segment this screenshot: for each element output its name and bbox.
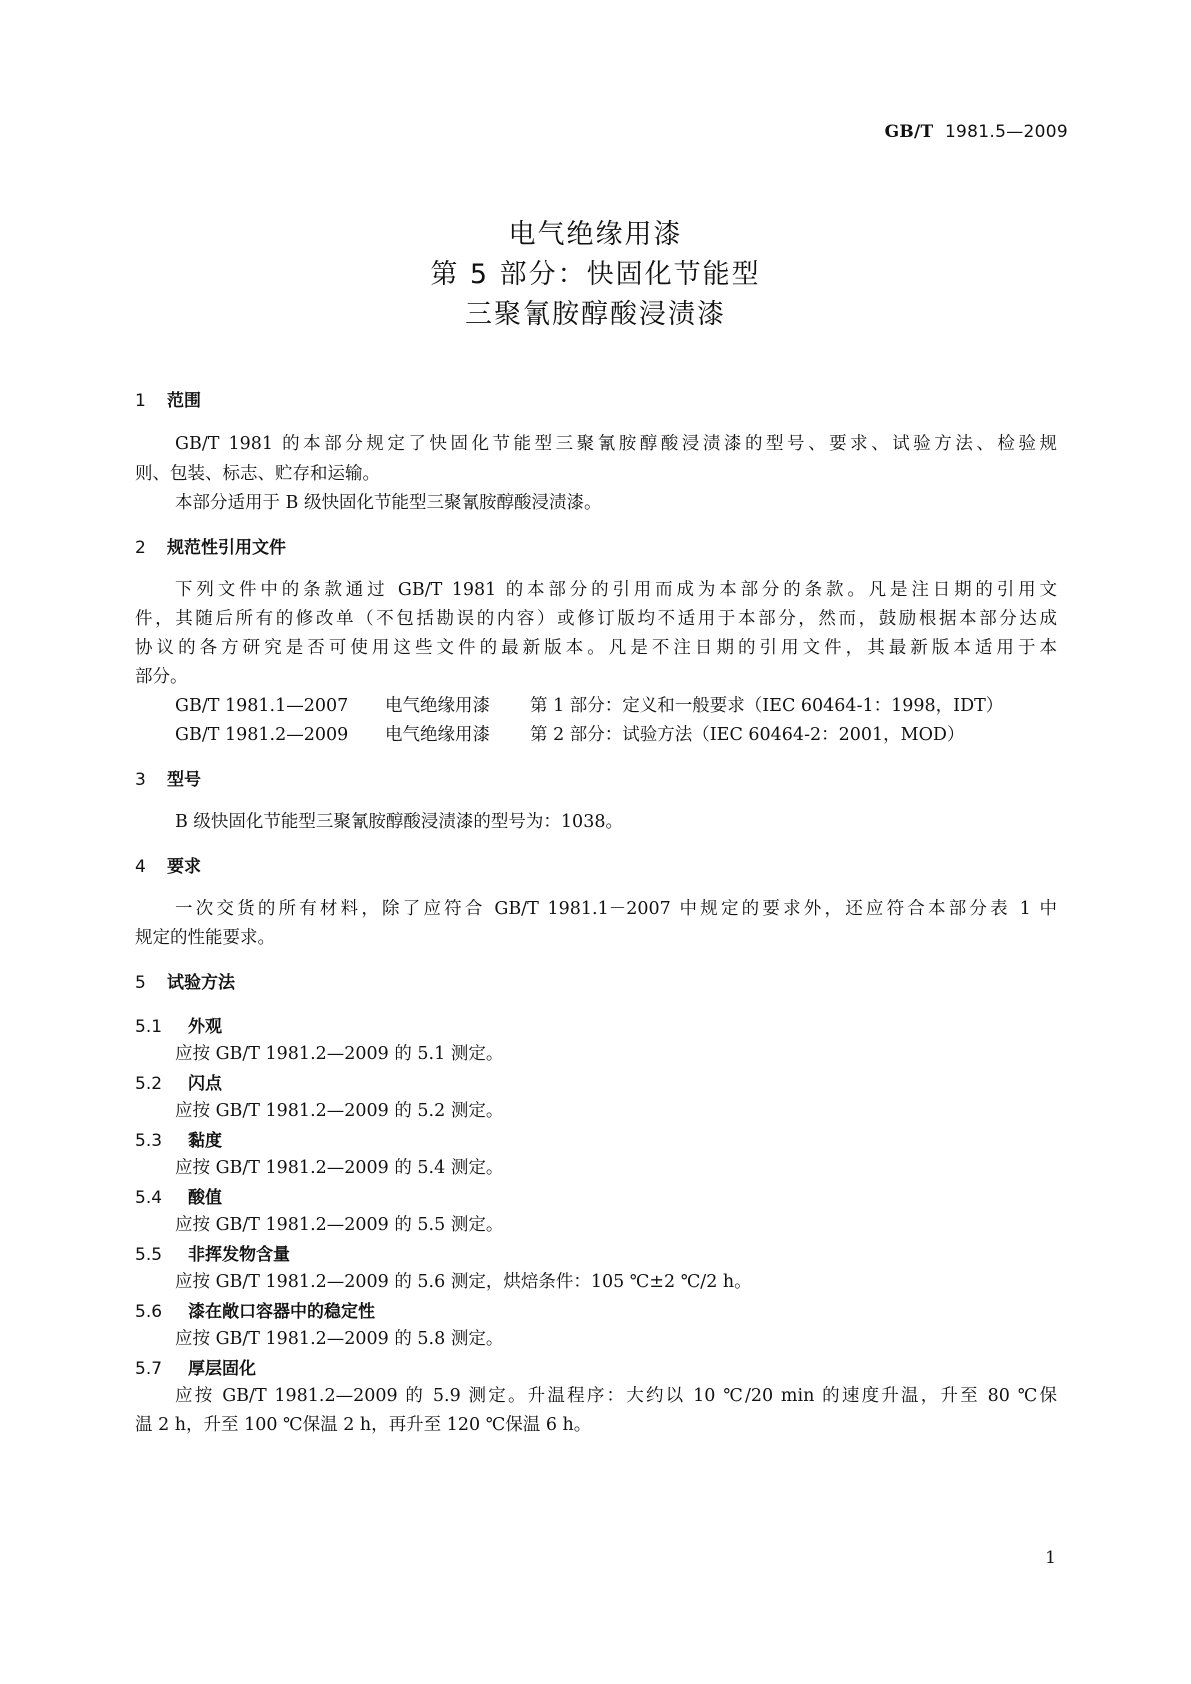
subsection-number: 5.4 bbox=[135, 1188, 163, 1208]
subsection-text: 应按 GB/T 1981.2—2009 的 5.1 测定。 bbox=[175, 1044, 504, 1064]
subsection-number: 5.7 bbox=[135, 1359, 163, 1379]
reference-part: 第 2 部分：试验方法（IEC 60464-2：2001，MOD） bbox=[530, 725, 965, 745]
section-2-paragraph-line: 件，其随后所有的修改单（不包括勘误的内容）或修订版均不适用于本部分，然而，鼓励根据本部分达成 bbox=[135, 609, 1057, 629]
section-2-paragraph-line: 协议的各方研究是否可使用这些文件的最新版本。凡是不注日期的引用文件，其最新版本适用于本 bbox=[135, 638, 1057, 658]
section-title: 范围 bbox=[167, 391, 201, 411]
subsection-title: 闪点 bbox=[188, 1074, 222, 1094]
section-5-heading bbox=[135, 968, 235, 993]
section-number: 1 bbox=[135, 391, 146, 411]
subsection-title: 外观 bbox=[188, 1017, 222, 1037]
section-title: 要求 bbox=[167, 857, 201, 877]
subsection-number: 5.3 bbox=[135, 1131, 163, 1151]
section-4-paragraph-line: 一次交货的所有材料，除了应符合 GB/T 1981.1－2007 中规定的要求外，还应符合本部分表 1 中 bbox=[175, 899, 1057, 919]
section-1-paragraph-line: GB/T 1981 的本部分规定了快固化节能型三聚氰胺醇酸浸渍漆的型号、要求、试验方法、检验规 bbox=[175, 434, 1057, 454]
subsection-text: 温 2 h，升至 100 ℃保温 2 h，再升至 120 ℃保温 6 h。 bbox=[135, 1415, 592, 1435]
section-2-paragraph-line: 部分。 bbox=[135, 667, 188, 687]
reference-title: 电气绝缘用漆 bbox=[385, 725, 490, 745]
reference-code: GB/T 1981.1—2007 bbox=[175, 696, 349, 716]
subsection-heading bbox=[135, 1183, 222, 1208]
title-line-1: 电气绝缘用漆 bbox=[508, 219, 683, 250]
subsection-heading bbox=[135, 1126, 222, 1151]
section-4-heading bbox=[135, 852, 201, 877]
section-2-paragraph-line: 下列文件中的条款通过 GB/T 1981 的本部分的引用而成为本部分的条款。凡是注日期的引用文 bbox=[175, 580, 1057, 600]
reference-title: 电气绝缘用漆 bbox=[385, 696, 490, 716]
section-number: 5 bbox=[135, 973, 146, 993]
subsection-number: 5.6 bbox=[135, 1302, 163, 1322]
subsection-text: 应按 GB/T 1981.2—2009 的 5.5 测定。 bbox=[175, 1215, 504, 1235]
normative-reference bbox=[175, 721, 1057, 746]
subsection-number: 5.2 bbox=[135, 1074, 163, 1094]
subsection-text: 应按 GB/T 1981.2—2009 的 5.6 测定，烘焙条件：105 ℃±2 ℃/2 h。 bbox=[175, 1272, 752, 1292]
subsection-text: 应按 GB/T 1981.2—2009 的 5.8 测定。 bbox=[175, 1329, 504, 1349]
section-4-paragraph-line: 规定的性能要求。 bbox=[135, 928, 275, 948]
standard-prefix: GB/T bbox=[884, 122, 934, 142]
subsection-title: 非挥发物含量 bbox=[188, 1245, 290, 1265]
subsection-heading bbox=[135, 1354, 256, 1379]
subsection-title: 酸值 bbox=[188, 1188, 222, 1208]
subsection-title: 黏度 bbox=[188, 1131, 222, 1151]
section-3-heading bbox=[135, 765, 201, 790]
subsection-heading bbox=[135, 1297, 375, 1322]
subsection-heading bbox=[135, 1012, 222, 1037]
subsection-text: 应按 GB/T 1981.2—2009 的 5.9 测定。升温程序：大约以 10 ℃/20 min 的速度升温，升至 80 ℃保 bbox=[175, 1386, 1057, 1406]
section-2-heading bbox=[135, 533, 286, 558]
section-1-paragraph-line: 则、包装、标志、贮存和运输。 bbox=[135, 464, 380, 484]
subsection-text: 应按 GB/T 1981.2—2009 的 5.4 测定。 bbox=[175, 1158, 504, 1178]
standard-code bbox=[885, 122, 1068, 142]
subsection-heading bbox=[135, 1069, 222, 1094]
title-line-2: 第 5 部分：快固化节能型 bbox=[430, 259, 761, 290]
section-title: 规范性引用文件 bbox=[167, 538, 286, 558]
section-title: 型号 bbox=[167, 770, 201, 790]
subsection-number: 5.5 bbox=[135, 1245, 163, 1265]
section-number: 4 bbox=[135, 857, 146, 877]
section-3-paragraph: B 级快固化节能型三聚氰胺醇酸浸渍漆的型号为：1038。 bbox=[175, 812, 623, 832]
subsection-text: 应按 GB/T 1981.2—2009 的 5.2 测定。 bbox=[175, 1101, 504, 1121]
page-number: 1 bbox=[1045, 1548, 1056, 1568]
section-number: 2 bbox=[135, 538, 146, 558]
subsection-title: 漆在敞口容器中的稳定性 bbox=[188, 1302, 375, 1322]
subsection-number: 5.1 bbox=[135, 1017, 163, 1037]
reference-code: GB/T 1981.2—2009 bbox=[175, 725, 349, 745]
subsection-title: 厚层固化 bbox=[188, 1359, 256, 1379]
section-title: 试验方法 bbox=[167, 973, 235, 993]
normative-reference bbox=[175, 692, 1057, 717]
standard-number: 1981.5—2009 bbox=[944, 122, 1068, 142]
section-1-paragraph-2: 本部分适用于 B 级快固化节能型三聚氰胺醇酸浸渍漆。 bbox=[175, 493, 602, 513]
title-line-3: 三聚氰胺醇酸浸渍漆 bbox=[465, 299, 726, 330]
section-number: 3 bbox=[135, 770, 146, 790]
reference-part: 第 1 部分：定义和一般要求（IEC 60464-1：1998，IDT） bbox=[530, 696, 1004, 716]
section-1-heading bbox=[135, 386, 201, 411]
subsection-heading bbox=[135, 1240, 290, 1265]
